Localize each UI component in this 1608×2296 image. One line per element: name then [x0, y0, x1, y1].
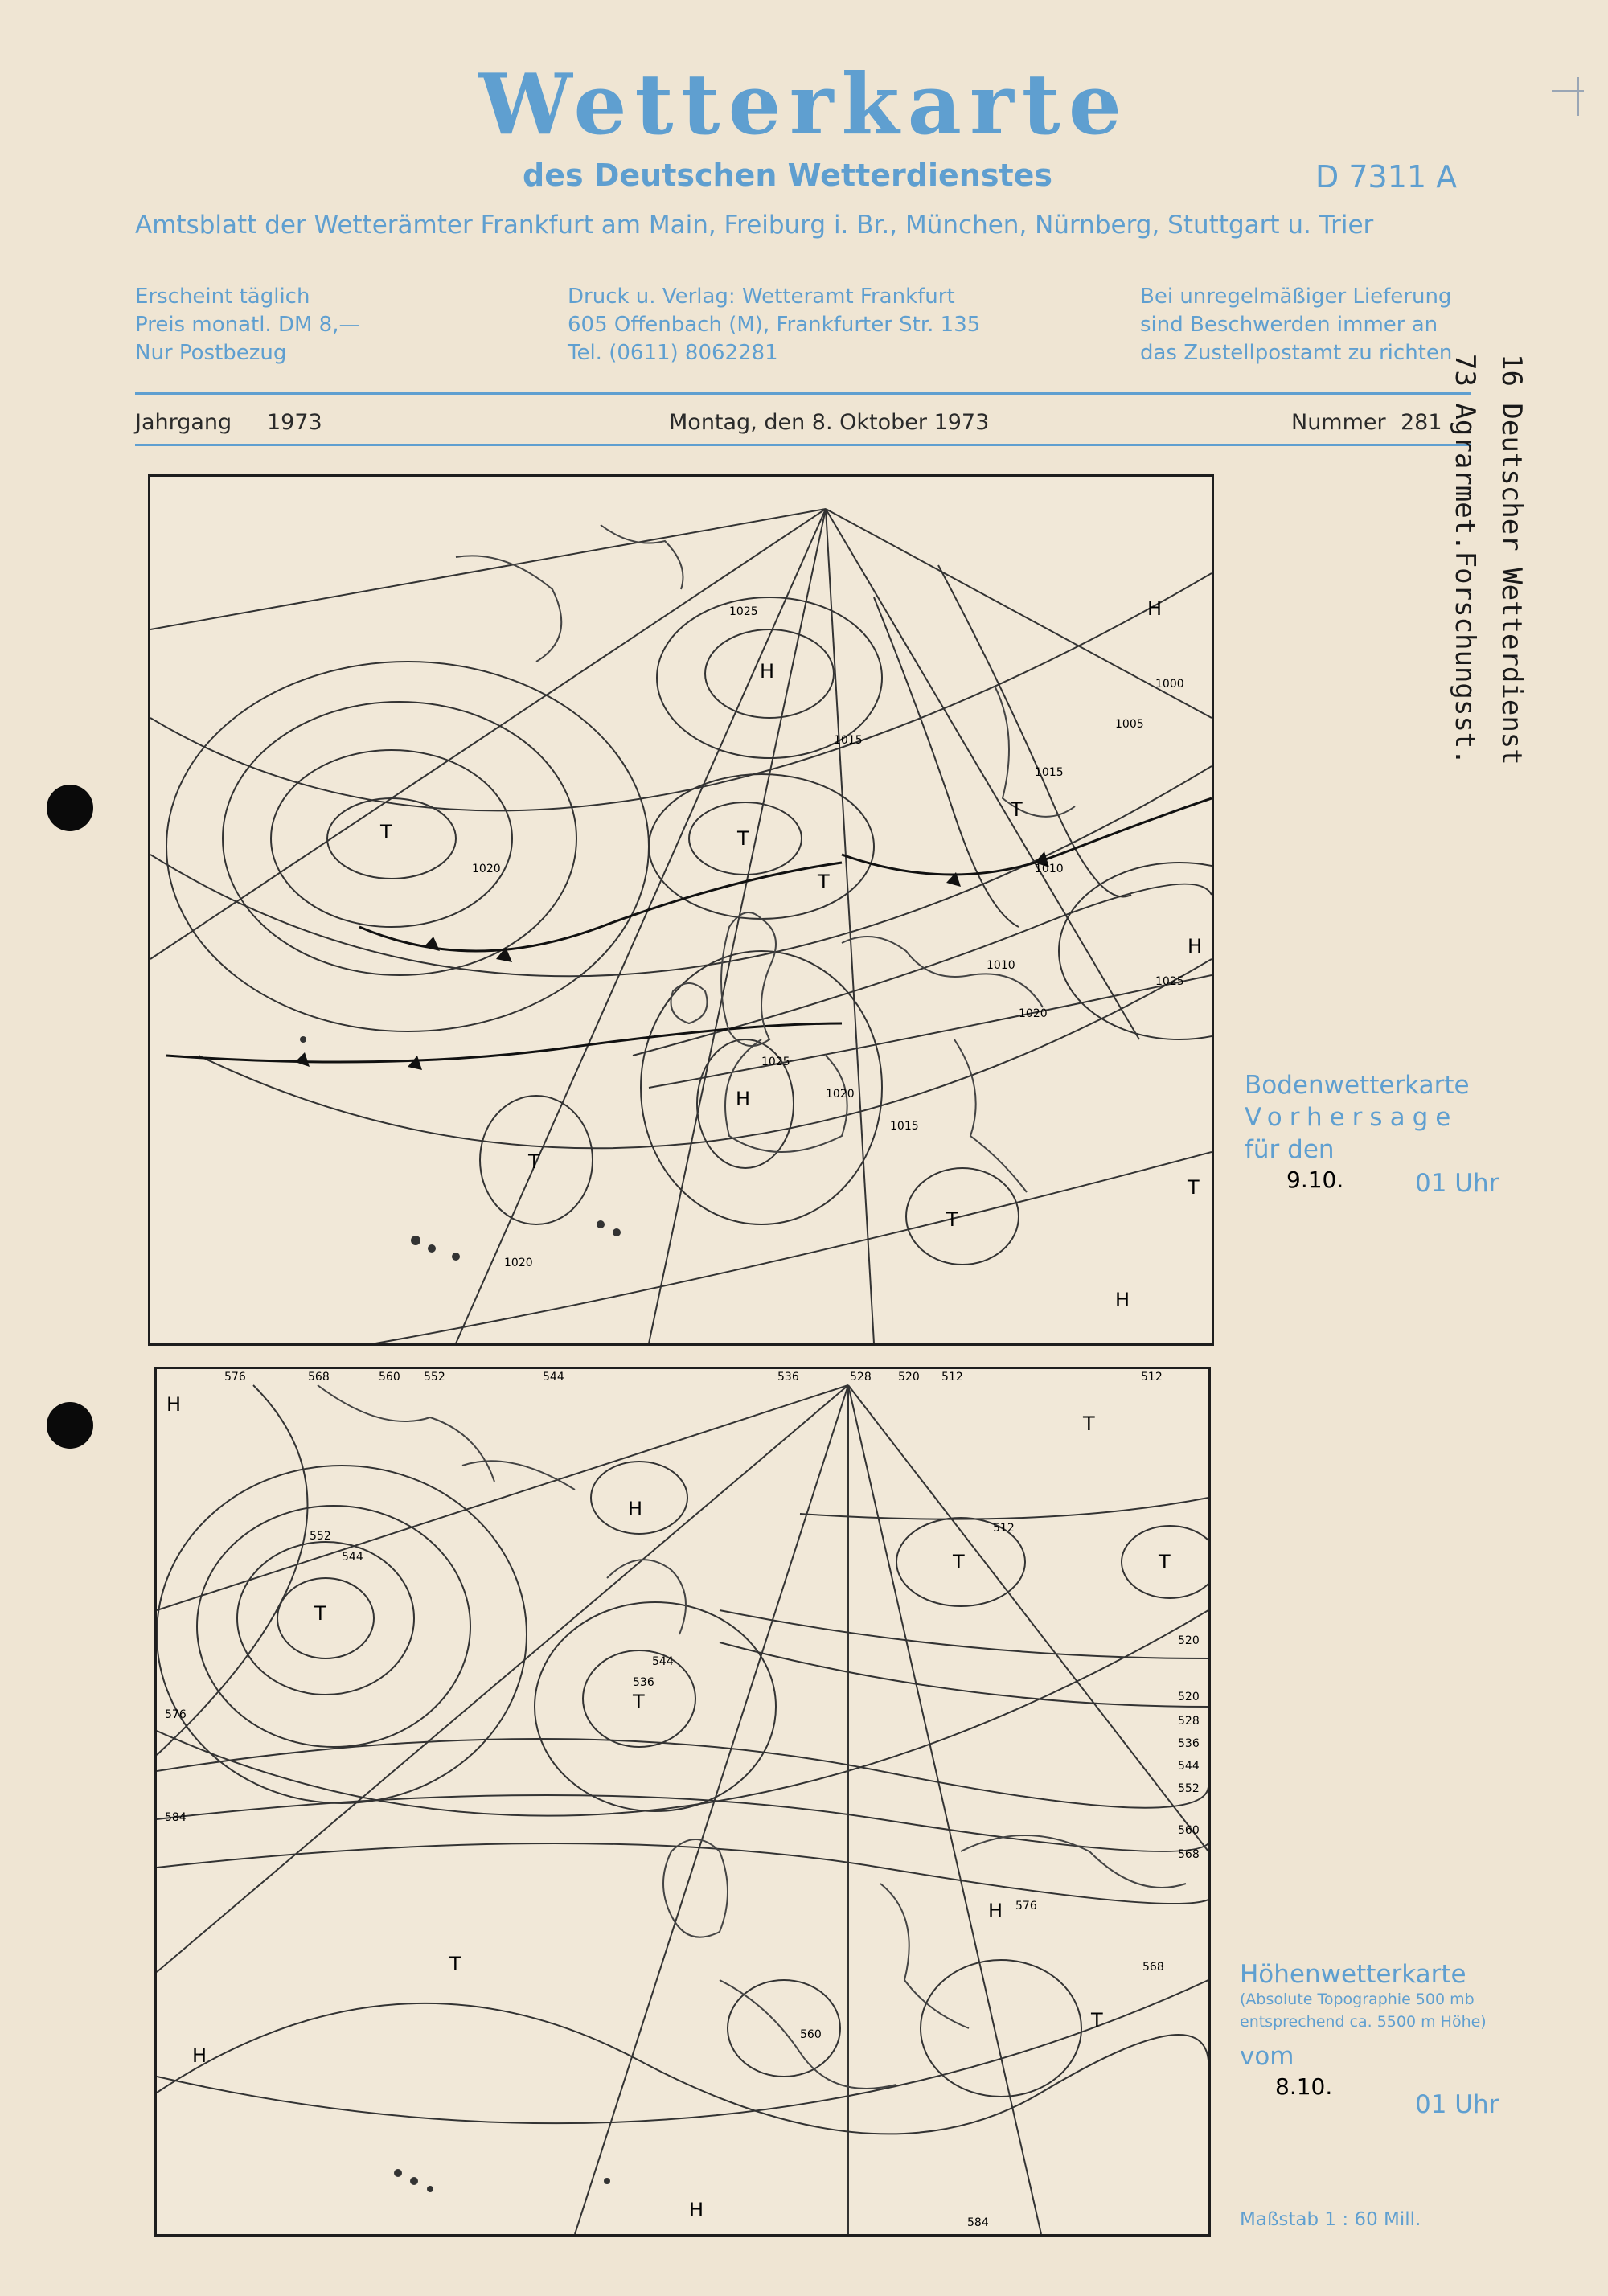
high-center: H: [628, 1498, 643, 1520]
pressure-label: 1020: [472, 863, 501, 875]
height-label: 544: [1178, 1760, 1200, 1773]
height-label: 568: [1178, 1848, 1200, 1861]
height-label: 512: [941, 1371, 963, 1384]
nummer-value: 281: [1401, 410, 1442, 435]
height-label: 584: [165, 1811, 187, 1824]
info-right-line: sind Beschwerden immer an: [1140, 313, 1438, 337]
low-center: T: [449, 1953, 461, 1975]
low-center: T: [528, 1150, 540, 1173]
height-label: 520: [898, 1371, 920, 1384]
low-center: T: [1159, 1551, 1171, 1573]
surface-caption-sub: Vorhersage: [1245, 1103, 1458, 1132]
height-label: 568: [308, 1371, 330, 1384]
high-center: H: [1188, 935, 1203, 957]
info-right-line: das Zustellpostamt zu richten: [1140, 341, 1453, 365]
low-center: T: [1011, 798, 1023, 821]
high-center: H: [988, 1900, 1003, 1922]
low-center: T: [946, 1208, 958, 1231]
upper-caption-time: 01 Uhr: [1415, 2090, 1499, 2119]
low-center: T: [1091, 2009, 1103, 2032]
height-label: 560: [379, 1371, 400, 1384]
info-right-line: Bei unregelmäßiger Lieferung: [1140, 285, 1452, 309]
height-label: 560: [1178, 1824, 1200, 1837]
pressure-label: 1015: [834, 734, 863, 747]
low-center: T: [953, 1551, 965, 1573]
low-center: T: [314, 1602, 326, 1625]
high-center: H: [760, 660, 775, 683]
height-label: 536: [1178, 1737, 1200, 1750]
high-center: H: [1147, 597, 1163, 620]
upper-caption-sub2: entsprechend ca. 5500 m Höhe): [1240, 2013, 1487, 2031]
info-middle-line: Druck u. Verlag: Wetteramt Frankfurt: [568, 285, 955, 309]
height-label: 528: [850, 1371, 872, 1384]
map-scale: Maßstab 1 : 60 Mill.: [1240, 2209, 1421, 2230]
pressure-label: 1000: [1155, 678, 1184, 691]
punch-hole-bottom: [47, 1402, 93, 1449]
publication-code: D 7311 A: [1315, 159, 1458, 195]
corner-mark: [1577, 77, 1579, 116]
pressure-label: 1025: [729, 605, 758, 618]
amtsblatt-line: Amtsblatt der Wetterämter Frankfurt am Main, Freiburg i. Br., München, Nürnberg, Stuttgart u. Trier: [135, 211, 1374, 240]
header-rule-top: [135, 392, 1471, 395]
height-label: 560: [800, 2028, 822, 2041]
pressure-label: 1015: [1035, 766, 1064, 779]
low-center: T: [1083, 1412, 1095, 1435]
height-label: 576: [1015, 1900, 1037, 1913]
upper-caption-sub1: (Absolute Topographie 500 mb: [1240, 1991, 1475, 2008]
height-label: 536: [633, 1676, 654, 1689]
low-center: T: [633, 1691, 645, 1713]
pressure-label: 1020: [826, 1088, 855, 1101]
pressure-label: 1020: [504, 1257, 533, 1269]
surface-caption-for: für den: [1245, 1135, 1335, 1164]
info-middle-line: 605 Offenbach (M), Frankfurter Str. 135: [568, 313, 981, 337]
upper-caption-date: 8.10.: [1275, 2073, 1333, 2100]
high-center: H: [689, 2199, 704, 2221]
upper-air-map: [154, 1367, 1211, 2237]
pressure-label: 1025: [1155, 975, 1184, 988]
height-label: 552: [310, 1530, 331, 1543]
masthead-subtitle: des Deutschen Wetterdienstes: [523, 158, 1053, 193]
pressure-label: 1005: [1115, 718, 1144, 731]
upper-map-drawing: [157, 1369, 1208, 2234]
surface-caption-date: 9.10.: [1286, 1166, 1344, 1193]
height-label: 576: [224, 1371, 246, 1384]
nummer-label: Nummer: [1291, 410, 1386, 435]
height-label: 520: [1178, 1691, 1200, 1704]
high-center: H: [192, 2044, 207, 2067]
height-label: 528: [1178, 1715, 1200, 1728]
height-label: 544: [652, 1655, 674, 1668]
surface-caption-title: Bodenwetterkarte: [1245, 1071, 1470, 1100]
surface-caption-time: 01 Uhr: [1415, 1169, 1499, 1198]
info-left-line: Nur Postbezug: [135, 341, 287, 365]
upper-caption-vom: vom: [1240, 2042, 1294, 2071]
low-center: T: [818, 871, 830, 893]
pressure-label: 1010: [1035, 863, 1064, 875]
info-left: [135, 283, 360, 367]
archive-stamp-line2: 73 Agrarmet.Forschungsst.: [1449, 354, 1481, 765]
punch-hole-top: [47, 785, 93, 831]
jahrgang-year: 1973: [267, 410, 322, 435]
low-center: T: [1188, 1176, 1200, 1199]
height-label: 584: [967, 2216, 989, 2229]
high-center: H: [166, 1393, 182, 1416]
pressure-label: 1010: [987, 959, 1015, 972]
info-left-line: Erscheint täglich: [135, 285, 310, 309]
low-center: T: [737, 827, 749, 850]
high-center: H: [736, 1088, 751, 1110]
height-label: 536: [777, 1371, 799, 1384]
pressure-label: 1015: [890, 1120, 919, 1133]
surface-map-drawing: [150, 477, 1212, 1343]
info-left-line: Preis monatl. DM 8,—: [135, 313, 360, 337]
height-label: 544: [543, 1371, 564, 1384]
height-label: 512: [1141, 1371, 1163, 1384]
archive-stamp-line1: 16 Deutscher Wetterdienst: [1495, 354, 1528, 765]
jahrgang-label: Jahrgang: [135, 410, 232, 435]
corner-mark: [1552, 90, 1584, 92]
low-center: T: [380, 821, 392, 843]
high-center: H: [1115, 1289, 1130, 1311]
header-rule-bottom: [135, 444, 1471, 446]
info-middle-line: Tel. (0611) 8062281: [568, 341, 778, 365]
issue-date: Montag, den 8. Oktober 1973: [669, 410, 990, 435]
upper-caption-title: Höhenwetterkarte: [1240, 1960, 1466, 1989]
pressure-label: 1025: [761, 1056, 790, 1068]
info-right: [1140, 283, 1452, 367]
height-label: 512: [993, 1522, 1015, 1535]
surface-forecast-map: [148, 474, 1214, 1346]
height-label: 544: [342, 1551, 363, 1564]
masthead-title: Wetterkarte: [478, 55, 1130, 154]
height-label: 568: [1142, 1961, 1164, 1974]
height-label: 520: [1178, 1634, 1200, 1647]
height-label: 552: [424, 1371, 445, 1384]
height-label: 552: [1178, 1782, 1200, 1795]
height-label: 576: [165, 1708, 187, 1721]
info-middle: [568, 283, 980, 367]
pressure-label: 1020: [1019, 1007, 1048, 1020]
